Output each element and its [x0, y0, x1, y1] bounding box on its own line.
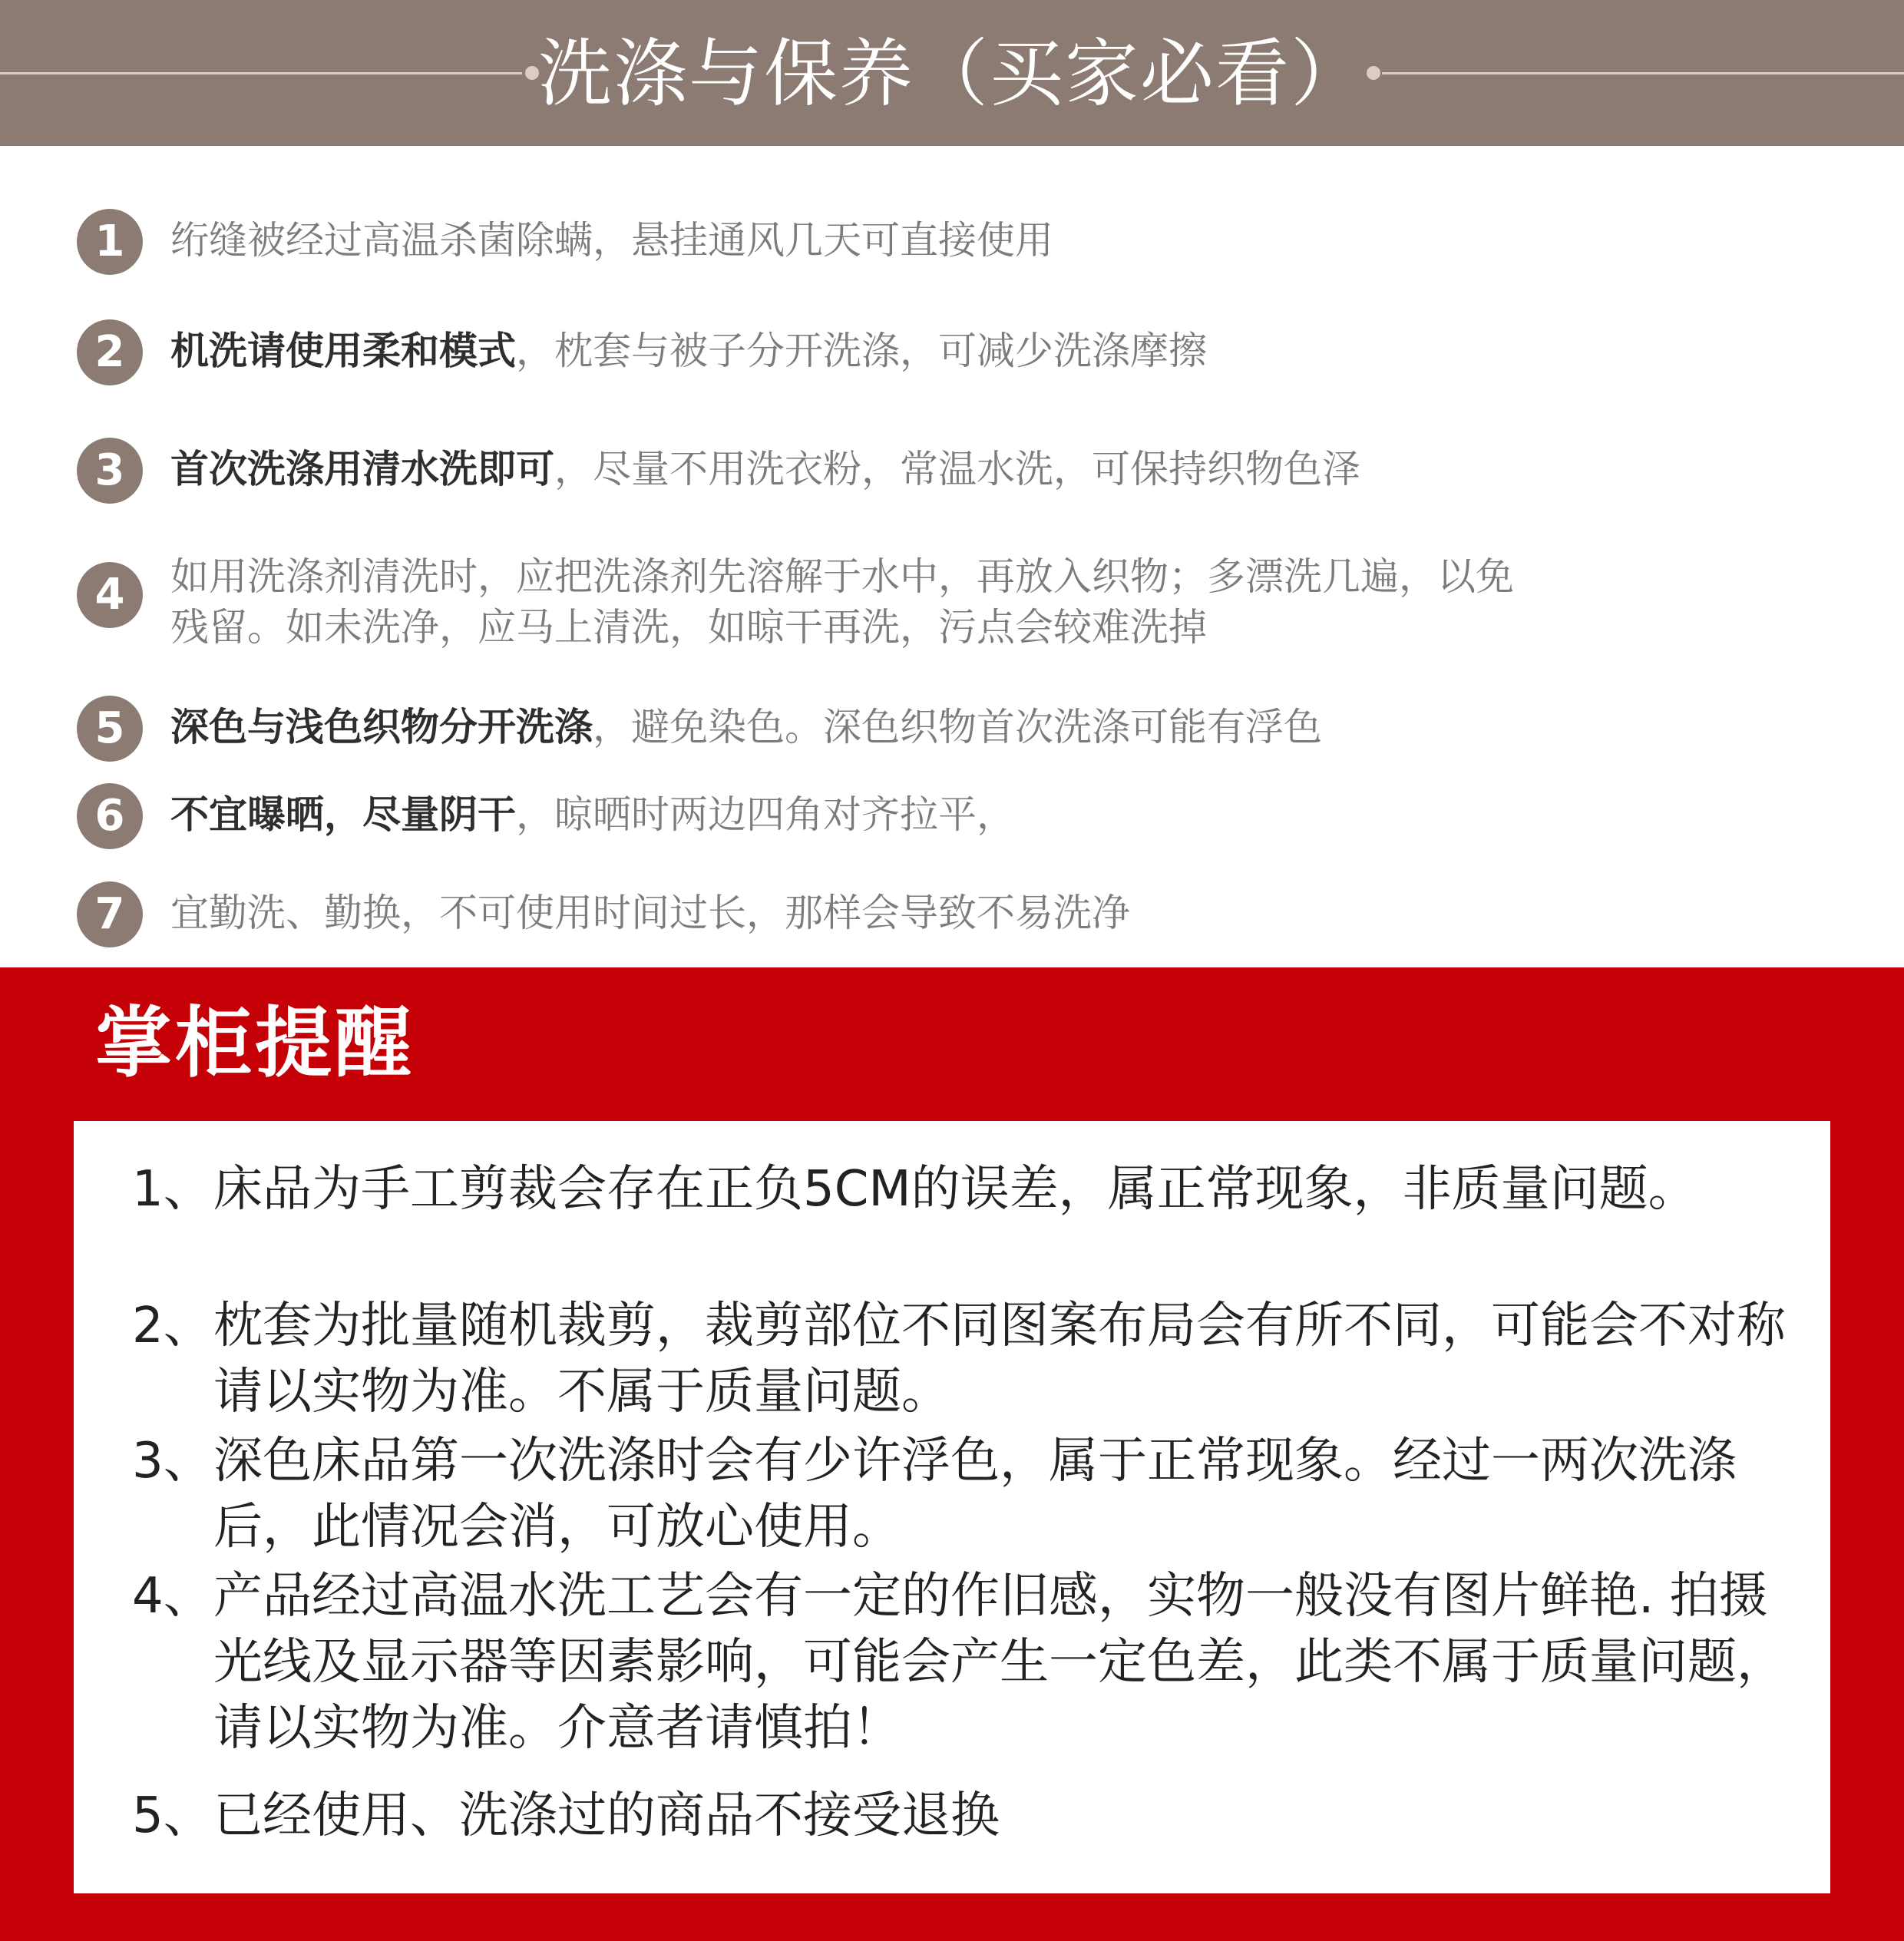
care-item-detail: 如用洗涤剂清洗时，应把洗涤剂先溶解于水中，再放入织物；多漂洗几遍，以免残留。如未洗净，应马上清洗，如晾干再洗，污点会较难洗掉: [170, 554, 1514, 650]
shopkeeper-reminder-section: [0, 967, 1904, 1941]
care-item-separator: ，: [554, 447, 593, 491]
tip-text: 产品经过高温水洗工艺会有一定的作旧感，实物一般没有图片鲜艳. 拍摄光线及显示器等因素影响，可能会产生一定色差，此类不属于质量问题，请以实物为准。介意者请慎拍！: [213, 1568, 1786, 1757]
care-item-text: [170, 789, 1522, 840]
tip-text: 枕套为批量随机裁剪，裁剪部位不同图案布局会有所不同，可能会不对称请以实物为准。不属于质量问题。: [213, 1298, 1786, 1420]
header-divider-left: [0, 72, 522, 74]
care-item-text: [170, 444, 1522, 494]
reminder-tip: [132, 1293, 1806, 1425]
care-item-highlight: 首次洗涤用清水洗即可: [170, 447, 554, 491]
care-item-text: [170, 326, 1522, 376]
number-badge: 1: [77, 209, 143, 275]
number-badge: 4: [77, 562, 143, 628]
number-badge: 5: [77, 696, 143, 762]
tip-text: 深色床品第一次洗涤时会有少许浮色，属于正常现象。经过一两次洗涤后，此情况会消，可放心使用。: [213, 1433, 1737, 1556]
care-item-detail: 晾晒时两边四角对齐拉平，: [554, 792, 1015, 837]
care-item-separator: ，: [593, 705, 631, 749]
care-item-detail: 宜勤洗、勤换，不可使用时间过长，那样会导致不易洗净: [170, 891, 1130, 935]
care-item-detail: 避免染色。深色织物首次洗涤可能有浮色: [631, 705, 1322, 749]
tip-number: 1、: [132, 1161, 213, 1218]
reminder-title: 掌柜提醒: [95, 998, 415, 1088]
tip-number: 3、: [132, 1433, 213, 1490]
care-item-highlight: 深色与浅色织物分开洗涤: [170, 705, 593, 749]
care-item-separator: ，: [516, 792, 554, 837]
care-item-text: [170, 215, 1522, 266]
header-divider-right: [1382, 72, 1904, 74]
number-badge: 6: [77, 783, 143, 849]
reminder-tip: [132, 1783, 1806, 1849]
tip-number: 5、: [132, 1787, 213, 1844]
care-item-highlight: 不宜曝晒，尽量阴干: [170, 792, 516, 837]
number-badge: 7: [77, 881, 143, 947]
tip-text: 已经使用、洗涤过的商品不接受退换: [213, 1787, 1000, 1844]
section-header-banner: [0, 0, 1904, 146]
care-item-text: [170, 551, 1522, 653]
number-badge: 2: [77, 319, 143, 385]
header-dot-right: [1367, 66, 1380, 80]
tip-text: 床品为手工剪裁会存在正负5CM的误差，属正常现象，非质量问题。: [213, 1161, 1697, 1218]
reminder-tip: [132, 1563, 1806, 1761]
care-item-separator: ，: [516, 329, 554, 373]
care-item-detail: 尽量不用洗衣粉，常温水洗，可保持织物色泽: [593, 447, 1360, 491]
care-item-text: [170, 702, 1522, 752]
section-title: 洗涤与保养（买家必看）: [538, 31, 1366, 117]
reminder-box: [74, 1121, 1830, 1893]
care-item-highlight: 机洗请使用柔和模式: [170, 329, 516, 373]
care-item-detail: 枕套与被子分开洗涤，可减少洗涤摩擦: [554, 329, 1207, 373]
tip-number: 4、: [132, 1568, 213, 1625]
care-item-detail: 绗缝被经过高温杀菌除螨，悬挂通风几天可直接使用: [170, 218, 1053, 263]
care-instructions-list: [0, 146, 1904, 967]
tip-number: 2、: [132, 1298, 213, 1354]
reminder-tip: [132, 1156, 1806, 1222]
number-badge: 3: [77, 438, 143, 504]
reminder-tip: [132, 1428, 1806, 1560]
care-item-text: [170, 888, 1522, 938]
